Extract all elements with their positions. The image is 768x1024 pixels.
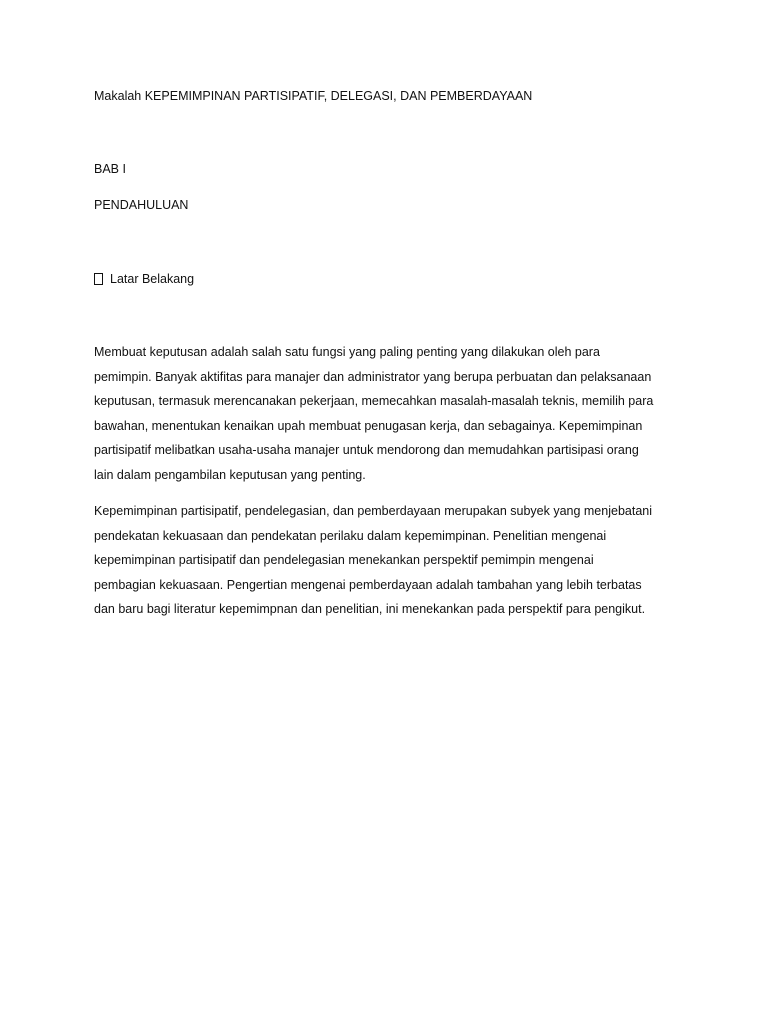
paragraph-line: Kepemimpinan partisipatif, pendelegasian, dan pemberdayaan merupakan subyek yang menjebatani (94, 504, 653, 518)
paragraph-2 (94, 499, 676, 622)
paragraph-line: bawahan, menentukan kenaikan upah membuat penugasan kerja, dan sebagainya. Kepemimpinan (94, 418, 643, 433)
paragraph-line: lain dalam pengambilan keputusan yang penting. (94, 467, 366, 482)
chapter-title: PENDAHULUAN (94, 198, 189, 212)
paragraph-1 (94, 340, 676, 488)
paragraph-line: dan baru bagi literatur kepemimpnan dan penelitian, ini menekankan pada perspektif para pengikut. (94, 602, 646, 617)
chapter-number: BAB I (94, 162, 126, 176)
paragraph-line: pendekatan kekuasaan dan pendekatan perilaku dalam kepemimpinan. Penelitian mengenai (94, 528, 607, 543)
paragraph-line: pemimpin. Banyak aktifitas para manajer dan administrator yang berupa perbuatan dan pelaksanaan (94, 369, 652, 384)
paragraph-line: Membuat keputusan adalah salah satu fungsi yang paling penting yang dilakukan oleh para (94, 345, 600, 359)
missing-glyph-bullet-icon (94, 273, 103, 285)
paragraph-line: pembagian kekuasaan. Pengertian mengenai pemberdayaan adalah tambahan yang lebih terbatas (94, 577, 642, 592)
section-heading-text: Latar Belakang (110, 272, 195, 286)
paragraph-line: keputusan, termasuk merencanakan pekerjaan, memecahkan masalah-masalah teknis, memilih para (94, 394, 654, 409)
paragraph-line: partisipatif melibatkan usaha-usaha manajer untuk mendorong dan memudahkan partisipasi orang (94, 443, 639, 458)
paragraph-line: kepemimpinan partisipatif dan pendelegasian menekankan perspektif pemimpin mengenai (94, 553, 594, 568)
section-heading (94, 271, 194, 287)
document-title: Makalah KEPEMIMPINAN PARTISIPATIF, DELEGASI, DAN PEMBERDAYAAN (94, 89, 533, 103)
